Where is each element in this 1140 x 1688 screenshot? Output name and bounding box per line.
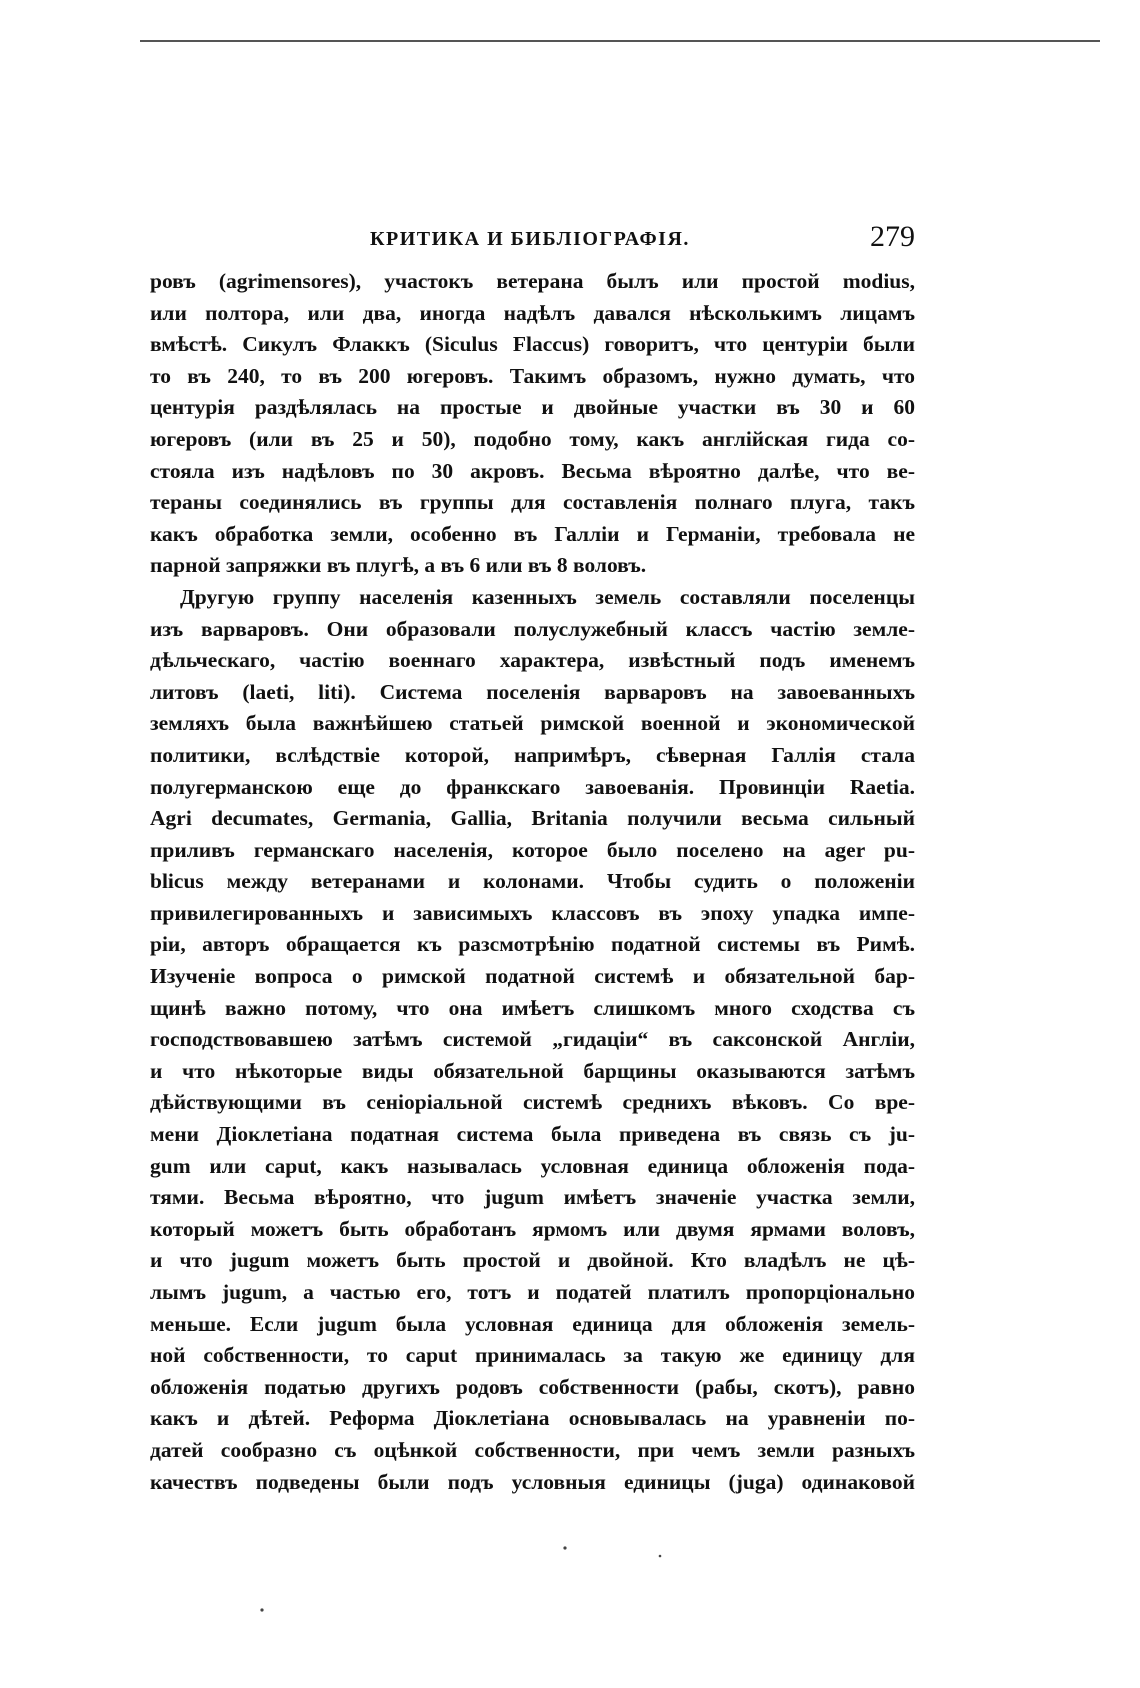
- page-number: 279: [870, 220, 915, 253]
- text-line: Изученіе вопроса о римской податной системѣ и обязательной бар-: [150, 964, 915, 989]
- text-line: изъ варваровъ. Они образовали полуслужебный классъ частію земле-: [150, 616, 915, 641]
- text-line: тями. Весьма вѣроятно, что jugum имѣетъ значеніе участка земли,: [150, 1185, 915, 1210]
- text-line: парной запряжки въ плугѣ, а въ 6 или въ 8 воловъ.: [150, 553, 647, 578]
- text-line: полугерманскою еще до франкскаго завоеванія. Провинціи Raetia.: [150, 774, 915, 799]
- text-line: политики, вслѣдствіе которой, напримѣръ, сѣверная Галлія стала: [150, 742, 915, 767]
- text-line: качествъ подведены были подъ условныя единицы (juga) одинаковой: [150, 1469, 915, 1494]
- text-line: ной собственности, то caput принималась за такую же единицу для: [150, 1343, 915, 1368]
- text-line: тераны соединялись въ группы для составленія полнаго плуга, такъ: [150, 490, 915, 515]
- paragraph-first-line: Другую группу населенія казенныхъ земель составляли поселенцы: [180, 584, 915, 609]
- text-line: приливъ германскаго населенія, которое было поселено на ager pu-: [150, 837, 915, 862]
- text-line: дѣйствующими въ сеніоріальной системѣ среднихъ вѣковъ. Со вре-: [150, 1090, 915, 1115]
- text-line: ріи, авторъ обращается къ разсмотрѣнію податной системы въ Римѣ.: [150, 932, 915, 957]
- text-line: какъ и дѣтей. Реформа Діоклетіана основывалась на уравненіи по-: [150, 1406, 915, 1431]
- text-line: обложенія податью другихъ родовъ собственности (рабы, скотъ), равно: [150, 1374, 915, 1399]
- text-line: gum или caput, какъ называлась условная единица обложенія пода-: [150, 1153, 915, 1178]
- scan-speck: [563, 1546, 566, 1549]
- text-line: то въ 240, то въ 200 югеровъ. Такимъ образомъ, нужно думать, что: [150, 363, 915, 388]
- text-line: и что нѣкоторые виды обязательной барщины оказываются затѣмъ: [150, 1058, 915, 1083]
- text-line: какъ обработка земли, особенно въ Галліи и Германіи, требовала не: [150, 521, 915, 546]
- text-line: югеровъ (или въ 25 и 50), подобно тому, какъ англійская гида со-: [150, 426, 915, 451]
- text-line: стояла изъ надѣловъ по 30 акровъ. Весьма вѣроятно далѣе, что ве-: [150, 458, 915, 483]
- text-line: привилегированныхъ и зависимыхъ классовъ въ эпоху упадка импе-: [150, 900, 915, 925]
- text-line: blicus между ветеранами и колонами. Чтобы судить о положеніи: [150, 869, 915, 894]
- text-line: щинѣ важно потому, что она имѣетъ слишкомъ много сходства съ: [150, 995, 915, 1020]
- text-line: Agri decumates, Germania, Gallia, Britania получили весьма сильный: [150, 806, 915, 831]
- scan-speck: [659, 1555, 662, 1558]
- running-title: КРИТИКА И БИБЛІОГРАФІЯ.: [370, 228, 690, 250]
- text-line: который можетъ быть обработанъ ярмомъ или двумя ярмами воловъ,: [150, 1216, 915, 1241]
- text-line: центурія раздѣлялась на простые и двойные участки въ 30 и 60: [150, 395, 915, 420]
- text-line: ровъ (agrimensores), участокъ ветерана былъ или простой modius,: [150, 269, 915, 293]
- text-line: земляхъ была важнѣйшею статьей римской военной и экономической: [150, 711, 915, 736]
- text-line: лымъ jugum, а частью его, тотъ и податей платилъ пропорціонально: [150, 1280, 915, 1304]
- text-line: литовъ (laeti, liti). Система поселенія варваровъ на завоеванныхъ: [150, 679, 915, 704]
- text-line: меньше. Если jugum была условная единица для обложенія земель-: [150, 1311, 915, 1336]
- text-line: и что jugum можетъ быть простой и двойной. Кто владѣлъ не цѣ-: [150, 1248, 915, 1273]
- text-line: мени Діоклетіана податная система была приведена въ связь съ ju-: [150, 1122, 915, 1147]
- text-line: дѣльческаго, частію военнаго характера, извѣстный подъ именемъ: [150, 648, 915, 673]
- text-line: датей сообразно съ оцѣнкой собственности, при чемъ земли разныхъ: [150, 1437, 915, 1462]
- text-line: вмѣстѣ. Сикулъ Флаккъ (Siculus Flaccus) говоритъ, что центуріи были: [150, 332, 915, 357]
- text-line: или полтора, или два, иногда надѣлъ давался нѣсколькимъ лицамъ: [150, 300, 915, 325]
- text-line: господствовавшею затѣмъ системой „гидаціи“ въ саксонской Англіи,: [150, 1027, 915, 1052]
- scan-speck: [260, 1608, 263, 1611]
